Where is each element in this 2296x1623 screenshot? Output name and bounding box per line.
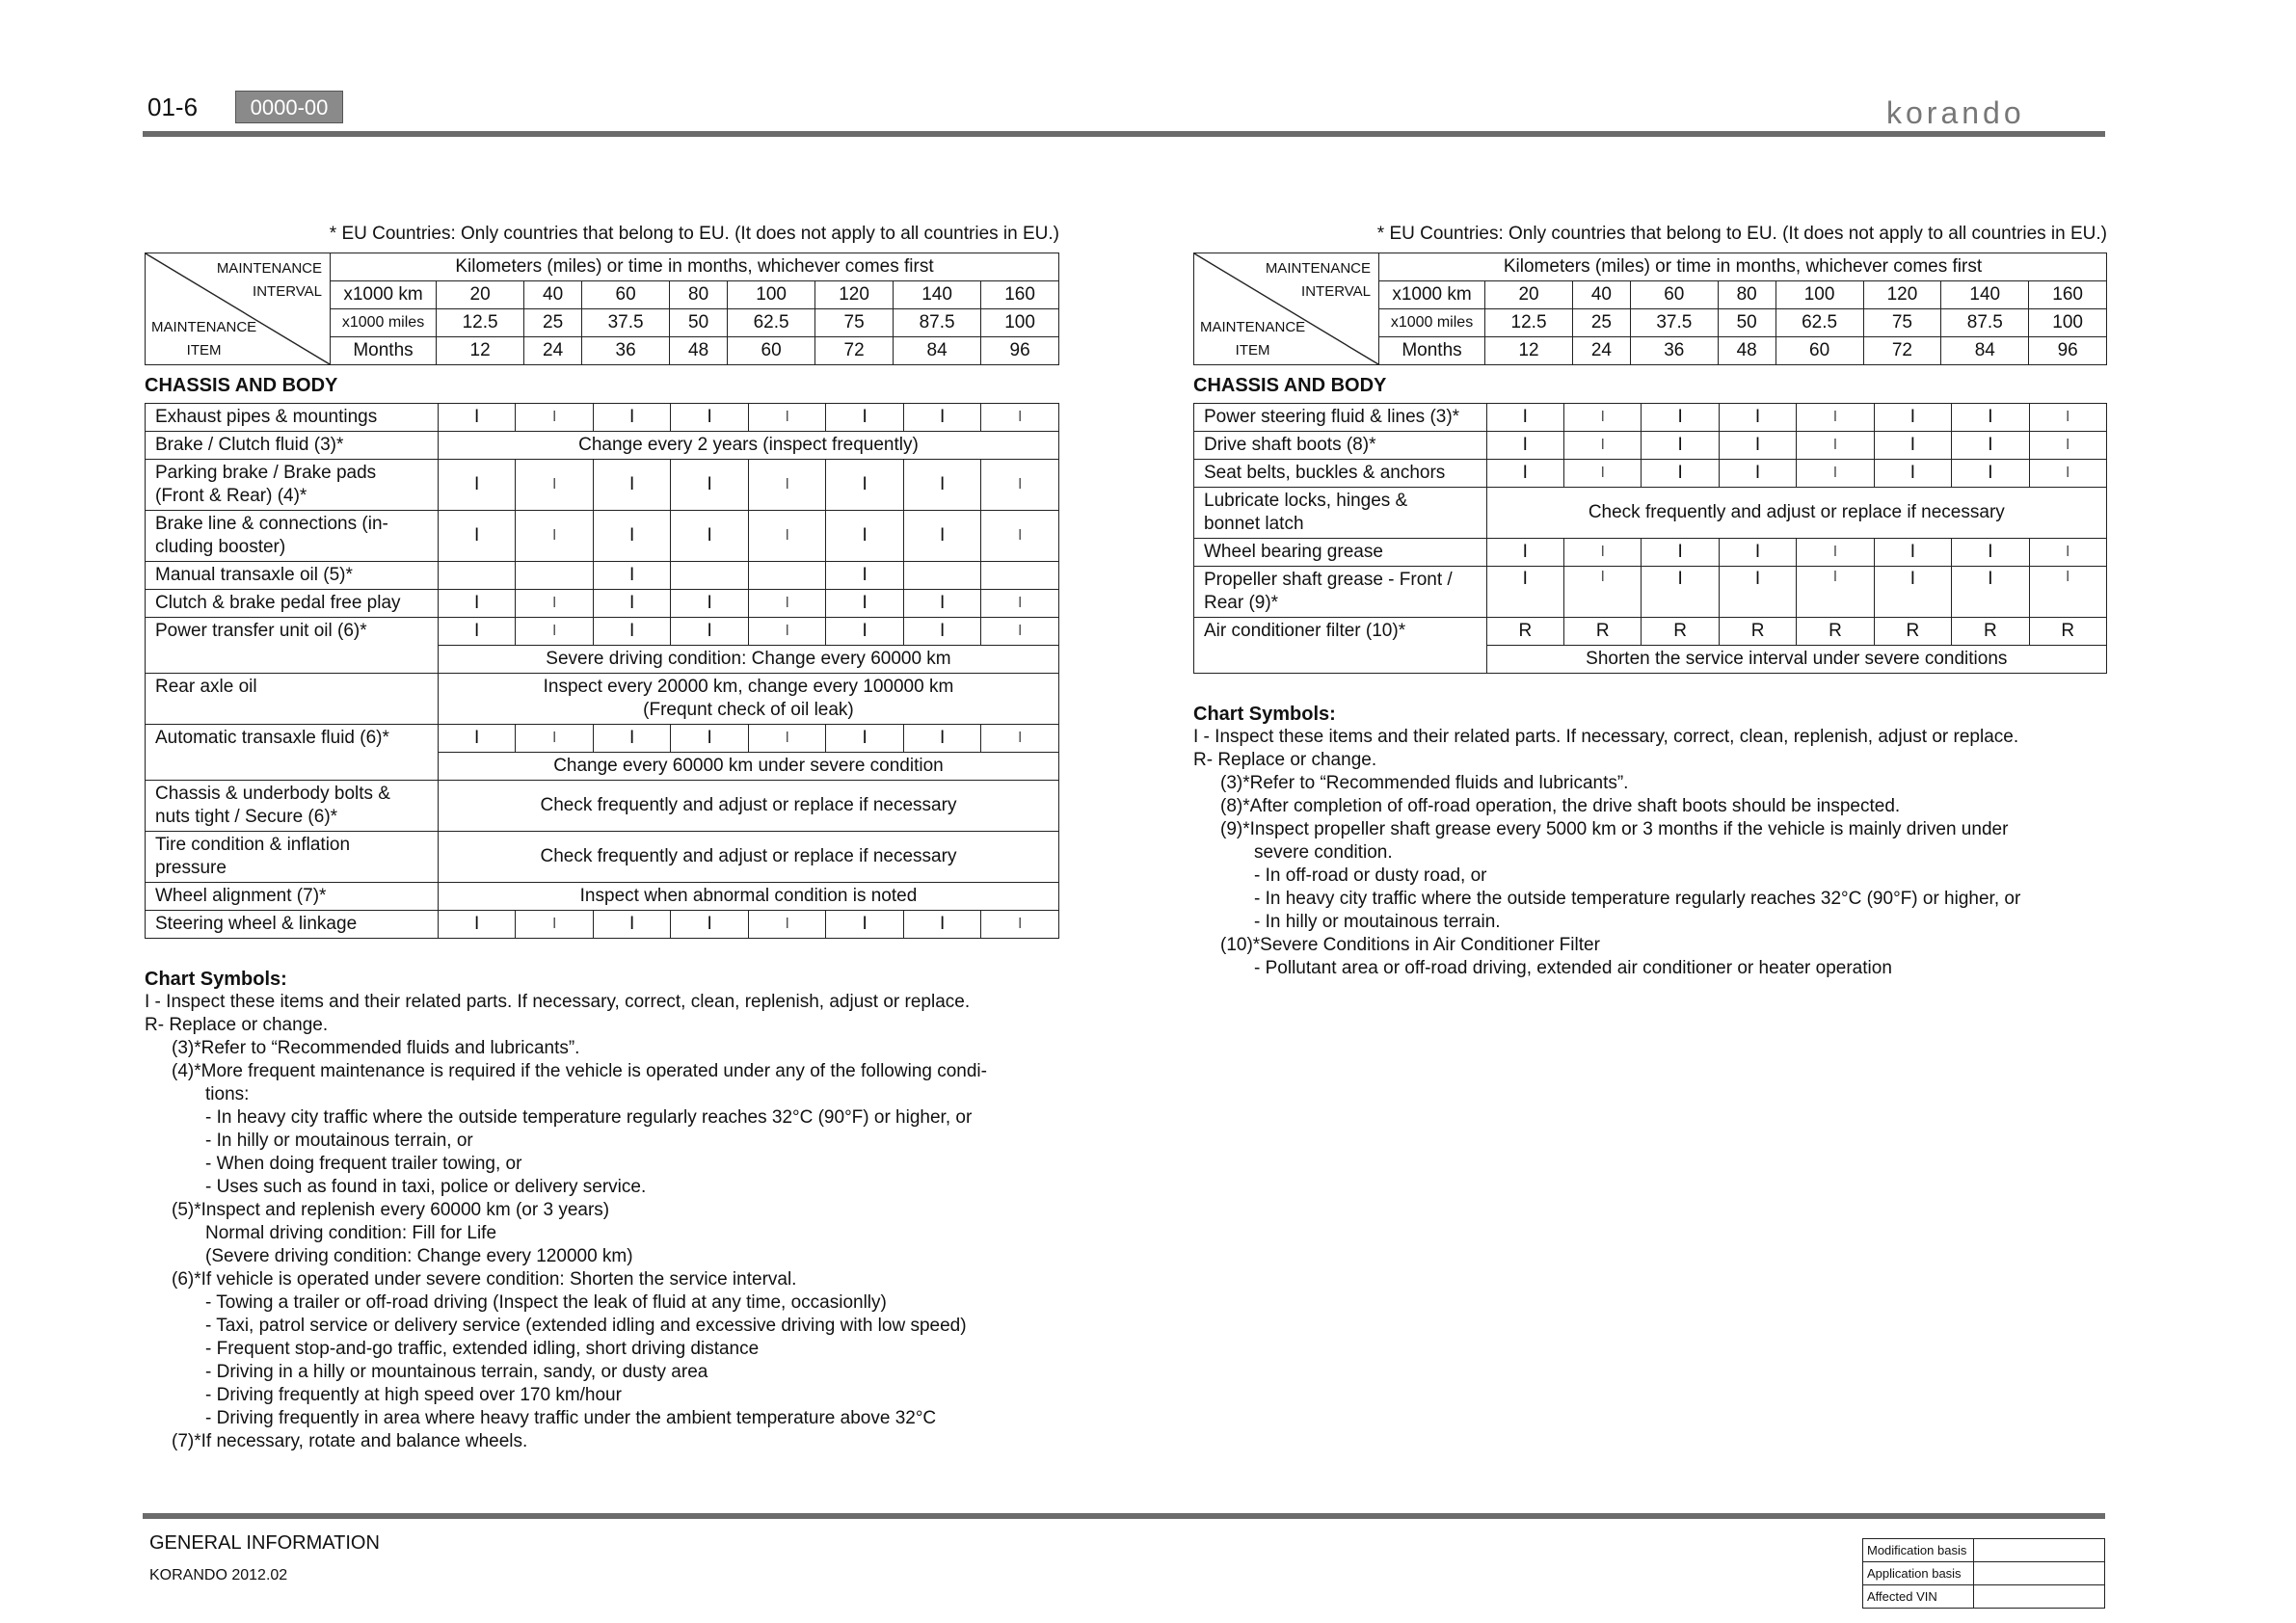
table-row: Seat belts, buckles & anchors I I I I I I I I (1194, 460, 2107, 488)
table-row: Lubricate locks, hinges & bonnet latch Check frequently and adjust or replace if necessary (1194, 488, 2107, 539)
table-row: Chassis & underbody bolts & nuts tight / Secure (6)* Check frequently and adjust or replace if necessary (146, 781, 1059, 832)
footer-rule (143, 1513, 2105, 1519)
months-row: Months 12 24 36 48 60 72 84 96 (1194, 337, 2107, 365)
header-rule (143, 131, 2105, 137)
revision-row: Modification basis (1863, 1539, 2105, 1562)
table-row: Wheel alignment (7)* Inspect when abnormal condition is noted (146, 883, 1059, 911)
table-row: Rear axle oil Inspect every 20000 km, change every 100000 km (Frequnt check of oil leak) (146, 674, 1059, 725)
table-row: Exhaust pipes & mountings I I I I I I I I (146, 404, 1059, 432)
table-row: Power transfer unit oil (6)* I I I I I I I I (146, 618, 1059, 646)
left-column (145, 222, 1059, 1453)
miles-row: x1000 miles 12.5 25 37.5 50 62.5 75 87.5 100 (1194, 309, 2107, 337)
table-row: Parking brake / Brake pads (Front & Rear) (4)* I I I I I I I I (146, 460, 1059, 511)
chart-symbols-legend-right: Chart Symbols: I - Inspect these items and their related parts. If necessary, correct, clean, replenish, adjust or replace. R- Replace or change. (3)*Refer to “Recommended fluids and lubricants”. (8)*After completion of off-road operation, the drive shaft boots should be inspected. (9)*Inspect propeller shaft grease every 5000 km or 3 months if the vehicle is mainly driven under severe condition. - In off-road or dusty road, or - In heavy city traffic where the outside temperature regularly reaches 32°C (90°F) or higher, or - In hilly or moutainous terrain. (10)*Severe Conditions in Air Conditioner Filter - Pollutant area or off-road driving, extended air conditioner or heater operation (1193, 704, 2021, 978)
interval-table (145, 253, 1059, 365)
table-row: Wheel bearing grease I I I I I I I I (1194, 539, 2107, 567)
interval-table (1193, 253, 2107, 365)
revision-box (1862, 1538, 2105, 1609)
table-row: Power steering fluid & lines (3)* I I I I I I I I (1194, 404, 2107, 432)
section-title: CHASSIS AND BODY (1193, 375, 1387, 396)
interval-caption: Kilometers (miles) or time in months, whichever comes first (331, 253, 1059, 281)
km-row: x1000 km 20 40 60 80 100 120 140 160 (146, 281, 1059, 309)
chart-symbols-legend-left: Chart Symbols: I - Inspect these items and their related parts. If necessary, correct, clean, replenish, adjust or replace. R- Replace or change. (3)*Refer to “Recommended fluids and lubricants”. (4)*More frequent maintenance is required if the vehicle is operated under any of the following condi- tions: - In heavy city traffic where the outside temperature regularly reaches 32°C (90°F) or higher, or - In hilly or moutainous terrain, or - When doing frequent trailer towing, or - Uses such as found in taxi, police or delivery service. (5)*Inspect and replenish every 60000 km (or 3 years) Normal driving condition: Fill for Life (Severe driving condition: Change every 120000 km) (6)*If vehicle is operated under severe condition: Shorten the service interval. - Towing a trailer or off-road driving (Inspect the leak of fluid at any time, occasionlly) - Taxi, patrol service or delivery service (extended idling and excessive driving with low speed) - Frequent stop-and-go traffic, extended idling, short driving distance - Driving in a hilly or mountainous terrain, sandy, or dusty area - Driving frequently at high speed over 170 km/hour - Driving frequently in area where heavy traffic under the ambient temperature above 32°C (7)*If necessary, rotate and balance wheels. (145, 969, 987, 1451)
miles-row: x1000 miles 12.5 25 37.5 50 62.5 75 87.5 100 (146, 309, 1059, 337)
interval-diagonal-header: MAINTENANCE INTERVAL MAINTENANCE ITEM (1194, 253, 1379, 365)
chassis-body-table-right (1193, 403, 2107, 674)
table-row: Drive shaft boots (8)* I I I I I I I I (1194, 432, 2107, 460)
km-row: x1000 km 20 40 60 80 100 120 140 160 (1194, 281, 2107, 309)
footer-section-title: GENERAL INFORMATION (149, 1532, 380, 1554)
table-row: Change every 60000 km under severe condition (146, 753, 1059, 781)
eu-note: * EU Countries: Only countries that belong to EU. (It does not apply to all countries in EU.) (1376, 224, 2107, 244)
table-row: Clutch & brake pedal free play I I I I I I I I (146, 590, 1059, 618)
table-row: Shorten the service interval under severe conditions (1194, 646, 2107, 674)
table-row: Steering wheel & linkage I I I I I I I I (146, 911, 1059, 939)
table-row: Tire condition & inflation pressure Check frequently and adjust or replace if necessary (146, 832, 1059, 883)
svg-text:korando: korando (1886, 96, 2025, 129)
table-row: Manual transaxle oil (5)* I I (146, 562, 1059, 590)
months-row: Months 12 24 36 48 60 72 84 96 (146, 337, 1059, 365)
revision-row: Affected VIN (1863, 1585, 2105, 1609)
page-number: 01-6 (147, 93, 199, 121)
chassis-body-table-left (145, 403, 1059, 939)
table-row: Propeller shaft grease - Front / Rear (9)* I I I I I I I I (1194, 567, 2107, 618)
footer-model: KORANDO 2012.02 (149, 1567, 288, 1583)
korando-logo (1886, 96, 2098, 129)
table-row: Automatic transaxle fluid (6)* I I I I I I I I (146, 725, 1059, 753)
eu-note: * EU Countries: Only countries that belong to EU. (It does not apply to all countries in EU.) (329, 224, 1059, 244)
table-row: Brake line & connections (in- cluding booster) I I I I I I I I (146, 511, 1059, 562)
right-column (1193, 222, 2107, 980)
section-title: CHASSIS AND BODY (145, 375, 338, 396)
interval-diagonal-header: MAINTENANCE INTERVAL MAINTENANCE ITEM (146, 253, 331, 365)
table-row: Air conditioner filter (10)* R R R R R R R R (1194, 618, 2107, 646)
table-row: Brake / Clutch fluid (3)* Change every 2 years (inspect frequently) (146, 432, 1059, 460)
revision-row: Application basis (1863, 1562, 2105, 1585)
interval-caption: Kilometers (miles) or time in months, whichever comes first (1379, 253, 2107, 281)
doc-code-badge: 0000-00 (235, 91, 343, 123)
table-row: Severe driving condition: Change every 60000 km (146, 646, 1059, 674)
